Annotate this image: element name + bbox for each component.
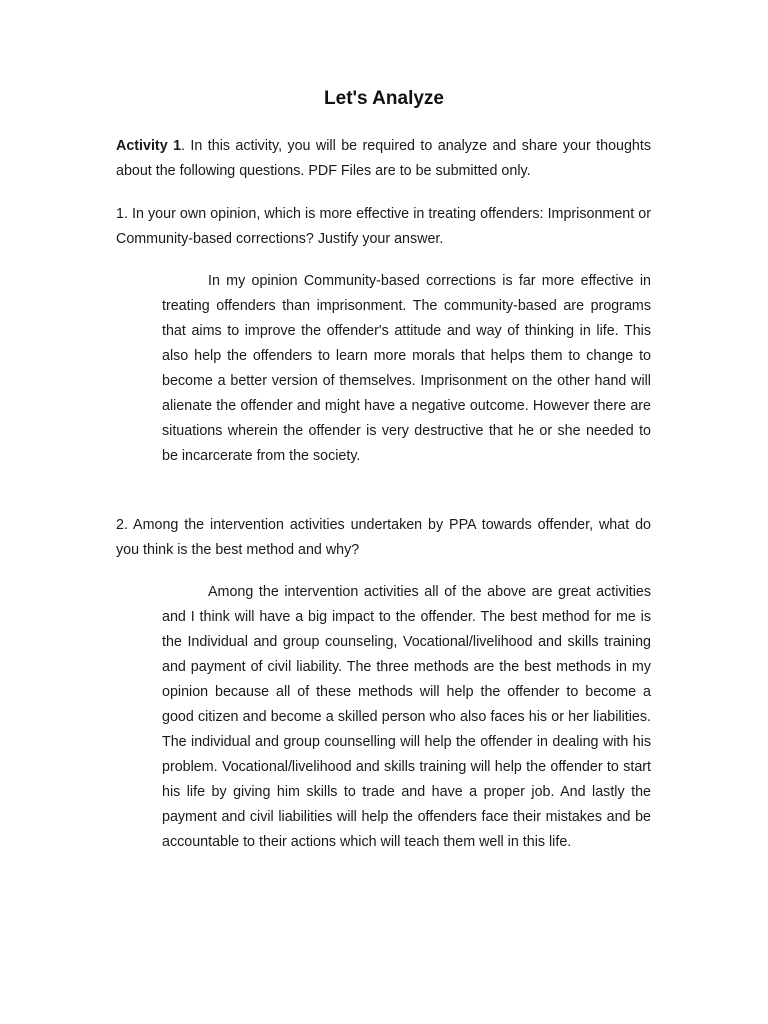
page-title: Let's Analyze: [324, 88, 444, 109]
answer-2: [162, 580, 651, 855]
activity-intro-text: . In this activity, you will be required to analyze and share your thoughts about the following questions. PDF Files are to be submitted only.: [116, 138, 651, 179]
answer-1-text: In my opinion Community-based corrections is far more effective in treating offenders than imprisonment. The community-based are programs that aims to improve the offender's attitude and way of thinking in life. This also help the offenders to learn more morals that helps them to change to become a better version of themselves. Imprisonment on the other hand will alienate the offender and might have a negative outcome. However there are situations wherein the offender is very destructive that he or she needed to be incarcerate from the society.: [162, 273, 651, 464]
question-2: 2. Among the intervention activities undertaken by PPA towards offender, what do you think is the best method and why?: [116, 517, 651, 558]
activity-intro: [116, 134, 651, 184]
activity-label: Activity 1: [116, 138, 182, 154]
answer-1: [162, 269, 651, 469]
answer-2-text: Among the intervention activities all of the above are great activities and I think will have a big impact to the offender. The best method for me is the Individual and group counseling, Vocational/livelihood and skills training and payment of civil liability. The three methods are the best methods in my opinion because all of these methods will help the offender to become a good citizen and become a skilled person who also faces his or her liabilities. The individual and group counselling will help the offender in dealing with his problem. Vocational/livelihood and skills training will help the offender to start his life by giving him skills to trade and have a proper job. And lastly the payment and civil liabilities will help the offenders face their mistakes and be accountable to their actions which will teach them well in this life.: [162, 584, 651, 850]
question-1: 1. In your own opinion, which is more effective in treating offenders: Imprisonment or Community-based corrections? Justify your answer.: [116, 206, 651, 247]
